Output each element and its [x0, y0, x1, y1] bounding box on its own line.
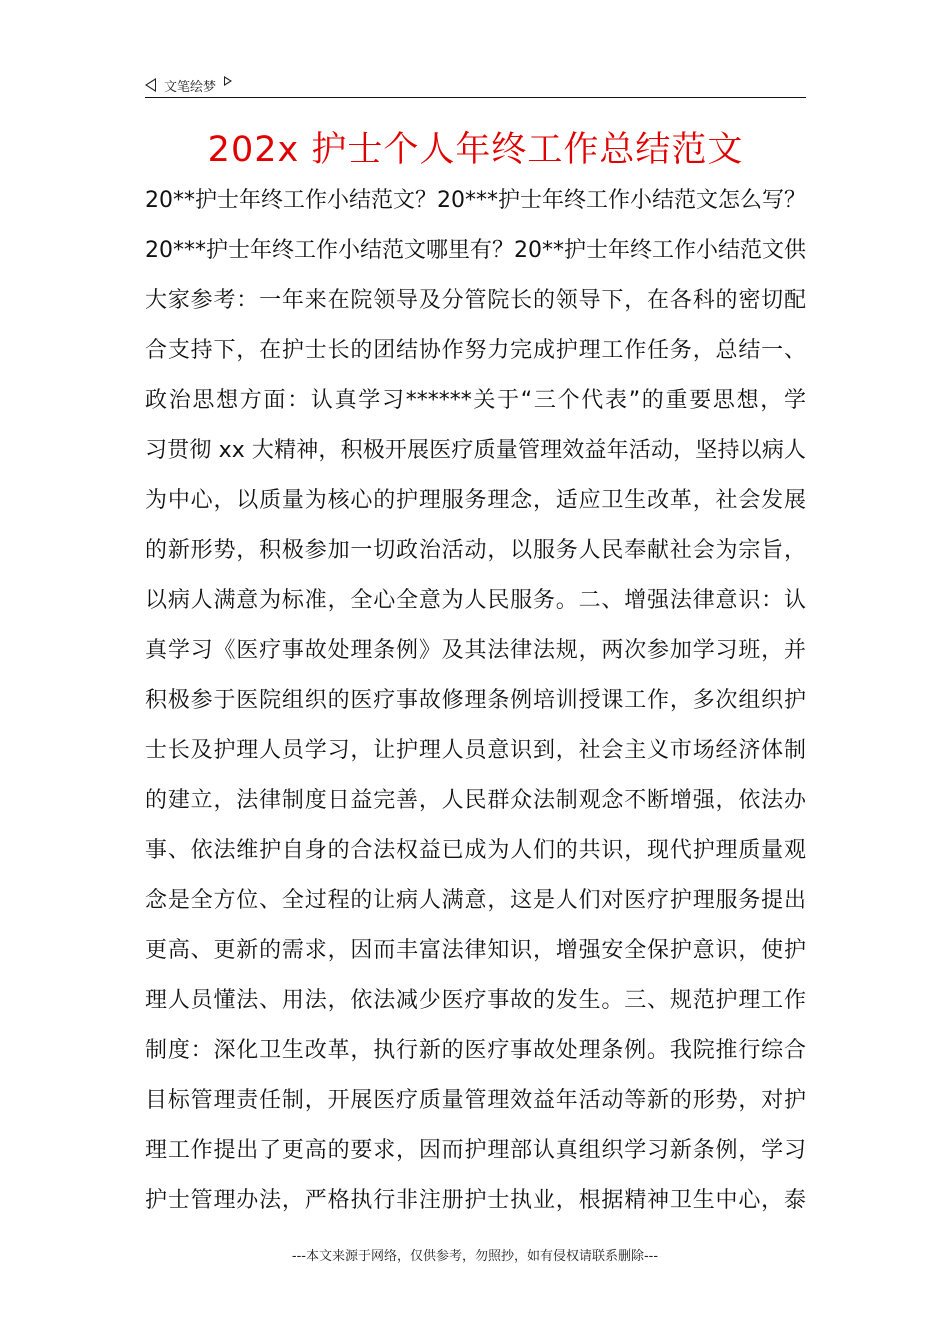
body-line: 合支持下，在护士长的团结协作努力完成护理工作任务，总结一、 [145, 338, 806, 363]
page-header [145, 74, 806, 96]
body-line: 理工作提出了更高的要求，因而护理部认真组织学习新条例，学习 [145, 1138, 806, 1163]
header-divider [145, 97, 806, 98]
body-line: 积极参于医院组织的医疗事故修理条例培训授课工作，多次组织护 [145, 688, 806, 713]
body-line: 大家参考：一年来在院领导及分管院长的领导下，在各科的密切配 [145, 288, 806, 313]
body-line: 以病人满意为标准，全心全意为人民服务。二、增强法律意识：认 [145, 588, 806, 613]
body-line: 真学习《医疗事故处理条例》及其法律法规，两次参加学习班，并 [145, 638, 806, 663]
body-line: 念是全方位、全过程的让病人满意，这是人们对医疗护理服务提出 [145, 888, 806, 913]
body-line: 制度：深化卫生改革，执行新的医疗事故处理条例。我院推行综合 [145, 1038, 806, 1063]
body-line: 政治思想方面：认真学习******关于“三个代表”的重要思想，学 [145, 388, 806, 413]
body-line: 习贯彻 xx 大精神，积极开展医疗质量管理效益年活动，坚持以病人 [145, 438, 806, 463]
body-line: 的建立，法律制度日益完善，人民群众法制观念不断增强，依法办 [145, 788, 806, 813]
document-body [145, 176, 806, 1226]
body-line: 的新形势，积极参加一切政治活动，以服务人民奉献社会为宗旨， [145, 538, 806, 563]
body-line: 士长及护理人员学习，让护理人员意识到，社会主义市场经济体制 [145, 738, 806, 763]
header-brand: 文笔绘梦 [164, 79, 217, 95]
body-line: 护士管理办法，严格执行非注册护士执业，根据精神卫生中心，泰 [145, 1188, 806, 1213]
body-line: 20**护士年终工作小结范文？20***护士年终工作小结范文怎么写？ [145, 188, 806, 213]
body-line: 理人员懂法、用法，依法减少医疗事故的发生。三、规范护理工作 [145, 988, 806, 1013]
body-line: 目标管理责任制，开展医疗质量管理效益年活动等新的形势，对护 [145, 1088, 806, 1113]
body-line: 为中心，以质量为核心的护理服务理念，适应卫生改革，社会发展 [145, 488, 806, 513]
left-triangle-icon [145, 78, 156, 92]
body-line: 事、依法维护自身的合法权益已成为人们的共识，现代护理质量观 [145, 838, 806, 863]
right-triangle-icon [224, 76, 232, 86]
body-line: 更高、更新的需求，因而丰富法律知识，增强安全保护意识，使护 [145, 938, 806, 963]
document-title: 202x 护士个人年终工作总结范文 [207, 130, 744, 170]
page-footer: ---本文来源于网络，仅供参考，勿照抄，如有侵权请联系删除--- [291, 1249, 659, 1264]
body-line: 20***护士年终工作小结范文哪里有？20**护士年终工作小结范文供 [145, 238, 806, 263]
